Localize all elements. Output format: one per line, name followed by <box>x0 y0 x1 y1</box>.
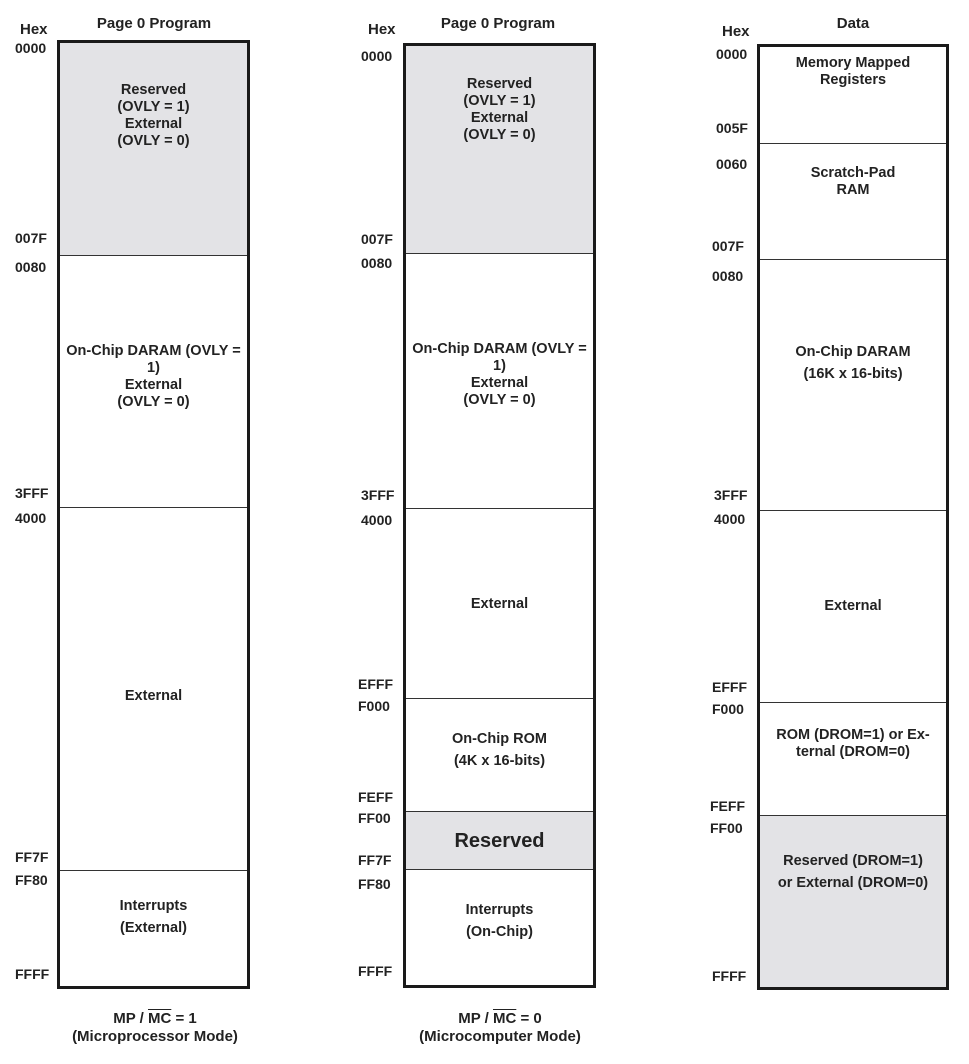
address-label: 007F <box>712 238 744 254</box>
mode-setting <box>400 1010 600 1028</box>
memory-region-interrupts <box>406 869 593 985</box>
region-label: Interrupts (On-Chip) <box>465 902 534 940</box>
address-label: FFFF <box>712 968 747 984</box>
memory-region-external <box>760 510 946 702</box>
region-label: Reserved (OVLY = 1) External (OVLY = 0) <box>117 82 190 149</box>
column-title: Data <box>836 15 870 32</box>
memory-region-daram <box>406 253 593 508</box>
memory-region-daram <box>760 259 946 510</box>
region-label: On-Chip DARAM (OVLY = 1) External (OVLY = 0) <box>412 341 587 408</box>
mc-overline: $\overline{MC}$ <box>147 1010 172 1027</box>
memory-region-daram <box>60 255 247 507</box>
mode-prefix: MP / <box>458 1010 493 1027</box>
memory-region-scratchpad <box>760 143 946 259</box>
address-label: FF00 <box>358 810 391 826</box>
memory-region-external <box>60 507 247 870</box>
address-label: EFFF <box>712 679 747 695</box>
address-label: 005F <box>716 120 748 136</box>
address-label: F000 <box>358 698 390 714</box>
column-title: Page 0 Program <box>96 15 212 32</box>
memory-region-external <box>406 508 593 698</box>
address-label: 0000 <box>716 46 748 62</box>
region-label: Reserved <box>454 830 545 852</box>
address-label: 4000 <box>361 512 393 528</box>
region-label: Reserved (OVLY = 1) External (OVLY = 0) <box>463 76 536 143</box>
address-label: 3FFF <box>361 487 395 503</box>
memory-region-onchip-rom <box>406 698 593 811</box>
address-label: 4000 <box>714 511 746 527</box>
address-label: 0060 <box>716 156 748 172</box>
hex-header: Hex <box>368 21 396 38</box>
memory-region-reserved-small <box>406 811 593 869</box>
mode-value: = 0 <box>516 1010 542 1027</box>
region-label: On-Chip DARAM (OVLY = 1) External (OVLY = 0) <box>66 343 241 410</box>
memory-region-reserved <box>760 815 946 987</box>
address-label: FF80 <box>15 872 48 888</box>
memory-region-reserved <box>60 43 247 255</box>
address-label: 007F <box>361 231 393 247</box>
region-label: On-Chip DARAM (16K x 16-bits) <box>795 344 911 382</box>
address-label: 007F <box>15 230 47 246</box>
address-label: 0080 <box>712 268 744 284</box>
mode-name: (Microcomputer Mode) <box>419 1028 581 1045</box>
mode-setting <box>55 1010 255 1028</box>
address-label: FF80 <box>358 876 391 892</box>
data-memory-map <box>757 44 949 990</box>
address-label: FF00 <box>710 820 743 836</box>
region-label: ROM (DROM=1) or Ex- ternal (DROM=0) <box>776 727 930 760</box>
column-title: Page 0 Program <box>440 15 556 32</box>
hex-header: Hex <box>20 21 48 38</box>
region-label: External <box>470 596 529 612</box>
region-label: Memory Mapped Registers <box>795 55 911 88</box>
mode-name: (Microprocessor Mode) <box>72 1028 238 1045</box>
program-memory-map-microcomputer <box>403 43 596 988</box>
program-memory-map-microprocessor <box>57 40 250 989</box>
region-label: External <box>124 688 183 704</box>
address-label: FFFF <box>358 963 393 979</box>
address-label: FF7F <box>15 849 49 865</box>
region-label: On-Chip ROM (4K x 16-bits) <box>451 731 548 769</box>
memory-region-mmr <box>760 47 946 143</box>
address-label: 0080 <box>361 255 393 271</box>
hex-header: Hex <box>722 23 750 40</box>
mode-value: = 1 <box>171 1010 197 1027</box>
region-label: External <box>824 598 882 614</box>
region-label: Scratch-Pad RAM <box>810 165 896 198</box>
address-label: 0000 <box>361 48 393 64</box>
memory-region-rom <box>760 702 946 815</box>
mode-prefix: MP / <box>113 1010 148 1027</box>
address-label: FFFF <box>15 966 50 982</box>
address-label: F000 <box>712 701 744 717</box>
address-label: 0080 <box>15 259 47 275</box>
address-label: FF7F <box>358 852 392 868</box>
address-label: 4000 <box>15 510 47 526</box>
address-label: FEFF <box>710 798 745 814</box>
mc-overline: $\overline{MC}$ <box>492 1010 517 1027</box>
region-label: Interrupts (External) <box>119 898 188 936</box>
address-label: 0000 <box>15 40 47 56</box>
address-label: FEFF <box>358 789 393 805</box>
memory-region-interrupts <box>60 870 247 986</box>
address-label: 3FFF <box>714 487 748 503</box>
address-label: 3FFF <box>15 485 49 501</box>
memory-region-reserved <box>406 46 593 253</box>
region-label: Reserved (DROM=1) or External (DROM=0) <box>777 853 929 891</box>
address-label: EFFF <box>358 676 393 692</box>
